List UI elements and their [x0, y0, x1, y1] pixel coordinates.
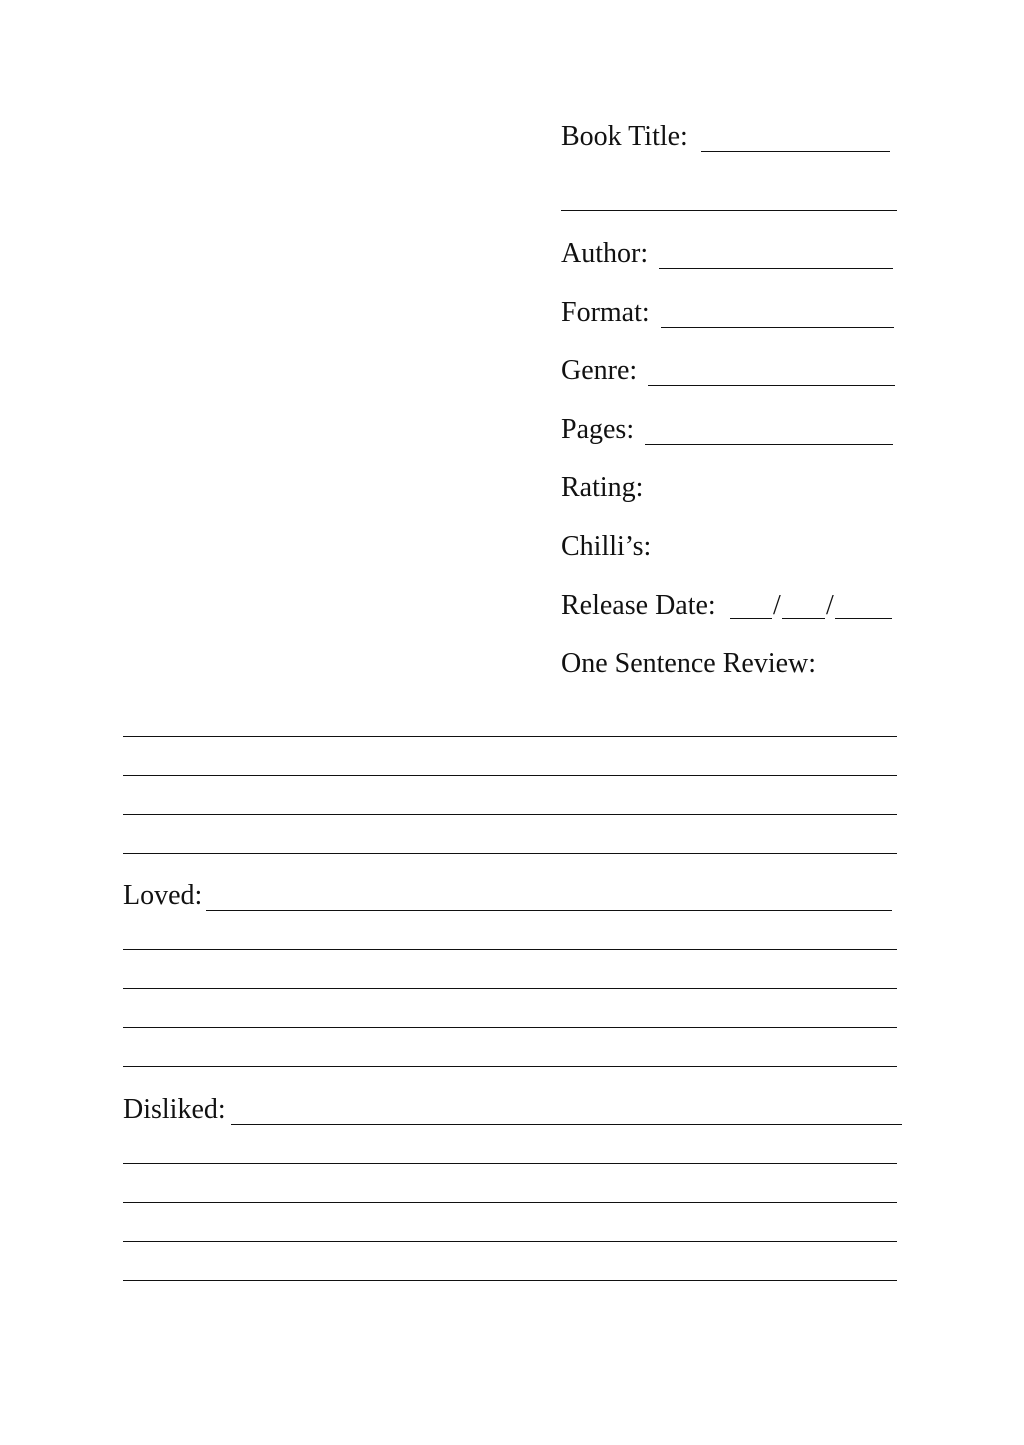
book-title-line[interactable]	[701, 151, 890, 152]
release-date-day-line[interactable]	[730, 618, 772, 619]
loved-label: Loved:	[123, 880, 203, 911]
review-line[interactable]	[123, 814, 897, 815]
disliked-line[interactable]	[123, 1280, 897, 1281]
loved-line[interactable]	[123, 1027, 897, 1028]
disliked-label: Disliked:	[123, 1094, 226, 1125]
author-line[interactable]	[659, 268, 893, 269]
release-date-slash-1: /	[773, 590, 781, 621]
release-date-field[interactable]	[730, 590, 892, 624]
book-title-label: Book Title:	[561, 121, 688, 152]
loved-line[interactable]	[123, 988, 897, 989]
genre-label: Genre:	[561, 355, 638, 386]
genre-line[interactable]	[648, 385, 895, 386]
format-label: Format:	[561, 297, 650, 328]
author-label: Author:	[561, 238, 649, 269]
disliked-line[interactable]	[123, 1202, 897, 1203]
one-sentence-review-label: One Sentence Review:	[561, 648, 817, 679]
pages-line[interactable]	[645, 444, 893, 445]
chillis-label: Chilli’s:	[561, 531, 652, 562]
disliked-line[interactable]	[231, 1124, 902, 1125]
rating-label: Rating:	[561, 472, 644, 503]
release-date-year-line[interactable]	[835, 618, 892, 619]
release-date-label: Release Date:	[561, 590, 716, 621]
disliked-line[interactable]	[123, 1241, 897, 1242]
book-title-line-2[interactable]	[561, 210, 897, 211]
loved-line[interactable]	[206, 910, 892, 911]
review-line[interactable]	[123, 853, 897, 854]
loved-line[interactable]	[123, 949, 897, 950]
review-line[interactable]	[123, 736, 897, 737]
release-date-slash-2: /	[826, 590, 834, 621]
format-line[interactable]	[661, 327, 894, 328]
review-line[interactable]	[123, 775, 897, 776]
disliked-line[interactable]	[123, 1163, 897, 1164]
release-date-month-line[interactable]	[782, 618, 825, 619]
loved-line[interactable]	[123, 1066, 897, 1067]
pages-label: Pages:	[561, 414, 635, 445]
